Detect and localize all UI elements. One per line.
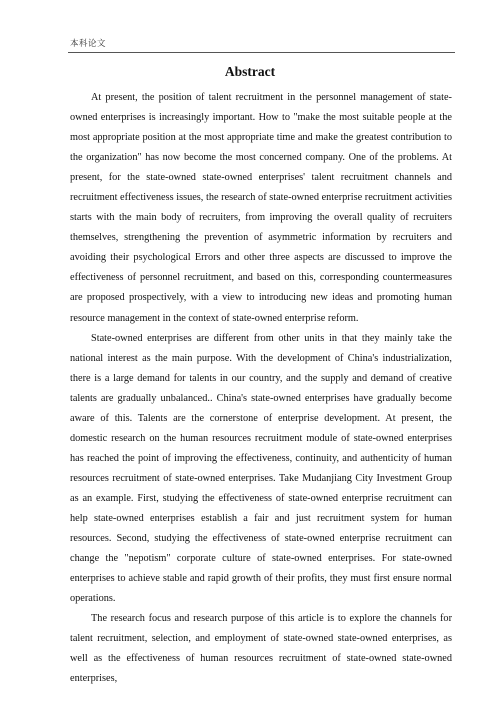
abstract-body [70, 88, 452, 689]
running-header: 本科论文 [70, 39, 107, 49]
paragraph-3: The research focus and research purpose of this article is to explore the channels for talent recruitment, selection, and employment of state-owned state-owned enterprises, as well as the effectiveness of human resources recruitment of state-owned state-owned enterprises, [70, 613, 452, 685]
paragraph-1: At present, the position of talent recruitment in the personnel management of state-owned enterprises is increasingly important. How to "make the most suitable people at the most appropriate position at the most appropriate time and make the greatest contribution to the organization" has now become the most concerned company. One of the problems. At present, for the state-owned state-owned enterprises' talent recruitment channels and recruitment effectiveness issues, the research of state-owned enterprise recruitment activities starts with the main body of recruiters, from improving the overall quality of recruiters themselves, strengthening the prevention of asymmetric information by recruiters and avoiding their psychological Errors and other three aspects are discussed to improve the effectiveness of personnel recruitment, and based on this, corresponding countermeasures are proposed prospectively, with a view to introducing new ideas and promoting human resource management in the context of state-owned enterprise reform. [70, 92, 452, 324]
abstract-title: Abstract [224, 64, 276, 79]
header-divider [68, 52, 455, 53]
paragraph-2: State-owned enterprises are different from other units in that they mainly take the national interest as the main purpose. With the development of China's industrialization, there is a large demand for talents in our country, and the supply and demand of creative talents are gradually unbalanced.. China's state-owned enterprises have gradually become aware of this. Talents are the cornerstone of enterprise development. At present, the domestic research on the human resources recruitment module of state-owned enterprises has reached the point of improving the effectiveness, continuity, and authenticity of human resources recruitment of state-owned enterprises. Take Mudanjiang City Investment Group as an example. First, studying the effectiveness of state-owned enterprise recruitment can help state-owned enterprises establish a fair and just recruitment system for human resources. Second, studying the effectiveness of state-owned enterprise recruitment can change the "nepotism" corporate culture of state-owned enterprises. For state-owned enterprises to achieve stable and rapid growth of their profits, they must first ensure normal operations. [70, 332, 452, 605]
